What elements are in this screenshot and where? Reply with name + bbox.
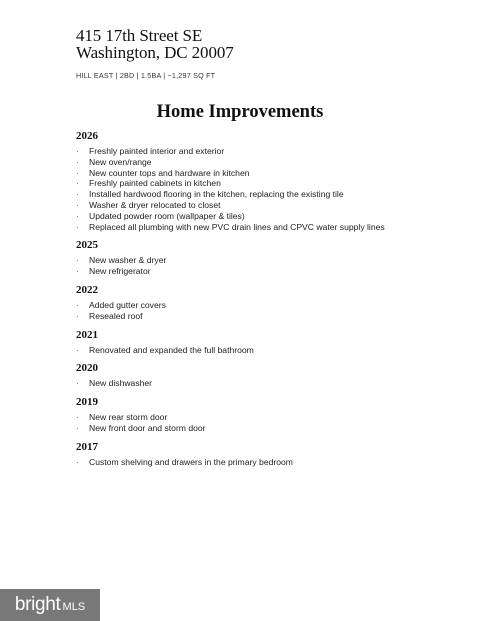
list-item	[76, 423, 436, 434]
year-heading: 2026	[76, 130, 98, 142]
list-item	[76, 157, 436, 168]
bullet-icon: ·	[76, 456, 79, 467]
list-item	[76, 189, 436, 200]
year-section-2021	[76, 329, 436, 356]
bullet-icon: ·	[76, 156, 79, 167]
bullet-icon: ·	[76, 210, 79, 221]
list-item-text: New counter tops and hardware in kitchen	[89, 167, 250, 178]
list-item-text: New dishwasher	[89, 378, 153, 389]
list-item	[76, 266, 436, 277]
property-address	[76, 27, 234, 80]
list-item	[76, 311, 436, 322]
bullet-icon: ·	[76, 266, 79, 277]
list-item-text: Freshly painted cabinets in kitchen	[89, 178, 221, 189]
list-item	[76, 146, 436, 157]
list-item-text: Renovated and expanded the full bathroom	[89, 344, 254, 355]
list-item	[76, 222, 436, 233]
address-city: Washington, DC 20007	[76, 43, 234, 62]
year-heading: 2022	[76, 283, 98, 296]
year-section-2025	[76, 239, 436, 277]
list-item-text: Updated powder room (wallpaper & tiles)	[89, 210, 245, 221]
list-item-text: New refrigerator	[89, 266, 151, 277]
list-item-text: Installed hardwood flooring in the kitchen, replacing the existing tile	[89, 189, 344, 200]
list-item	[76, 300, 436, 311]
address-street: 415 17th Street SE	[76, 26, 203, 45]
list-item	[76, 412, 436, 423]
list-item-text: Resealed roof	[89, 310, 143, 321]
list-item	[76, 211, 436, 222]
list-item-text: New front door and storm door	[89, 422, 206, 433]
list-item	[76, 200, 436, 211]
year-section-2017	[76, 441, 436, 468]
list-item-text: Replaced all plumbing with new PVC drain lines and CPVC water supply lines	[89, 221, 385, 232]
year-section-2026	[76, 130, 436, 232]
bullet-icon: ·	[76, 310, 79, 321]
page-title: Home Improvements	[156, 102, 324, 122]
bullet-icon: ·	[76, 167, 79, 178]
bullet-icon: ·	[76, 178, 79, 189]
year-section-2022	[76, 284, 436, 322]
improvements-list	[76, 130, 436, 475]
list-item-text: Custom shelving and drawers in the primary bedroom	[89, 456, 293, 467]
year-section-2019	[76, 396, 436, 434]
year-heading: 2019	[76, 396, 98, 409]
year-heading: 2020	[76, 362, 98, 375]
list-item-text: New oven/range	[89, 156, 152, 167]
year-heading: 2017	[76, 440, 98, 453]
list-item-text: Added gutter covers	[89, 299, 166, 310]
bullet-icon: ·	[76, 255, 79, 266]
bullet-icon: ·	[76, 189, 79, 200]
bullet-icon: ·	[76, 299, 79, 310]
list-item	[76, 457, 436, 468]
bullet-icon: ·	[76, 412, 79, 423]
mls-logo-text: MLS	[62, 600, 86, 613]
bullet-icon: ·	[76, 378, 79, 389]
year-heading: 2025	[76, 239, 98, 252]
list-item	[76, 168, 436, 179]
list-item	[76, 345, 436, 356]
list-item-text: Washer & dryer relocated to closet	[89, 199, 221, 210]
bullet-icon: ·	[76, 146, 79, 156]
bullet-icon: ·	[76, 344, 79, 355]
list-item-text: Freshly painted interior and exterior	[89, 146, 225, 156]
list-item	[76, 178, 436, 189]
property-summary: HILL EAST | 2BD | 1.5BA | ~1,297 SQ FT	[76, 71, 216, 80]
bright-mls-watermark	[0, 589, 100, 621]
bright-logo-text: bright	[14, 594, 61, 615]
year-section-2020	[76, 362, 436, 389]
year-heading: 2021	[76, 328, 98, 341]
list-item-text: New washer & dryer	[89, 255, 167, 266]
bullet-icon: ·	[76, 199, 79, 210]
bullet-icon: ·	[76, 221, 79, 232]
list-item	[76, 255, 436, 266]
list-item-text: New rear storm door	[89, 412, 168, 423]
bullet-icon: ·	[76, 422, 79, 433]
list-item	[76, 378, 436, 389]
